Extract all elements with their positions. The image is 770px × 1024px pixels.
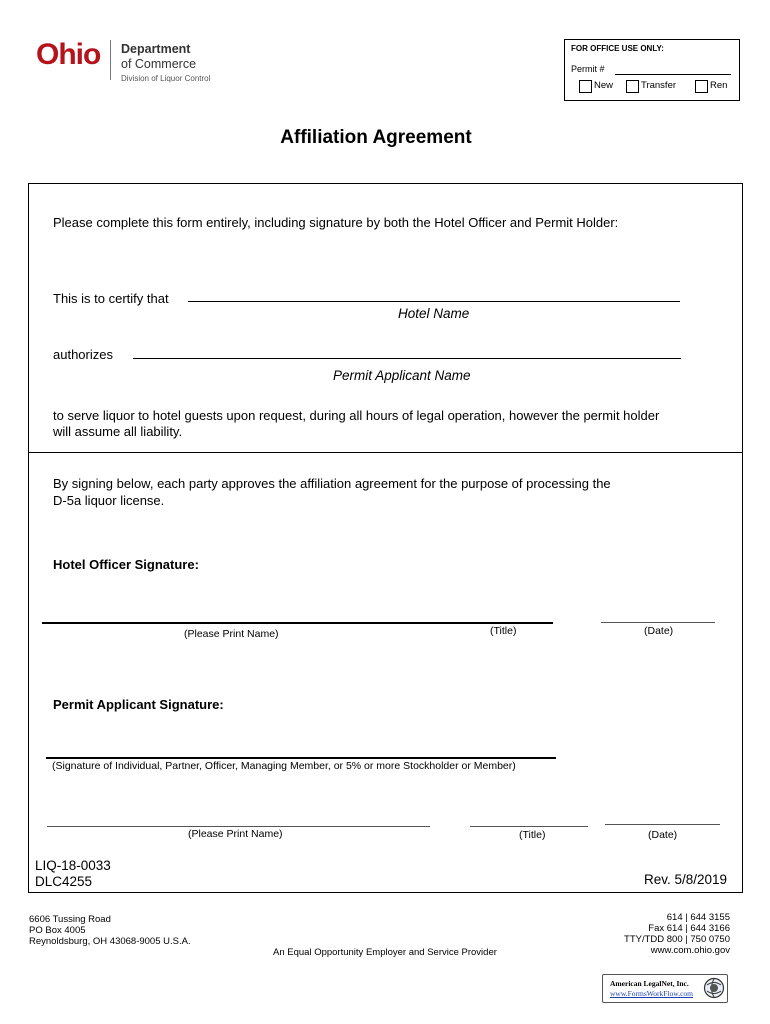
hotel-officer-heading: Hotel Officer Signature: (53, 557, 199, 572)
hotel-officer-name-field[interactable] (42, 616, 553, 624)
approval-line2: D-5a liquor license. (53, 493, 165, 508)
hotel-date-caption: (Date) (644, 625, 674, 637)
permit-number-label: Permit # (571, 64, 605, 74)
applicant-title-field[interactable] (470, 820, 588, 827)
certify-label: This is to certify that (53, 291, 169, 306)
form-codes (35, 858, 111, 890)
brand-url-link[interactable]: www.FormsWorkFlow.com (610, 989, 694, 998)
brand-name: American LegalNet, Inc. (610, 979, 689, 988)
division-name: Division of Liquor Control (121, 74, 211, 83)
applicant-signature-caption: (Signature of Individual, Partner, Officer, Managing Member, or 5% or more Stockholder or Member) (52, 760, 516, 772)
permit-applicant-caption: Permit Applicant Name (333, 368, 471, 383)
applicant-date-caption: (Date) (648, 829, 678, 841)
applicant-print-name-caption: (Please Print Name) (188, 828, 283, 840)
permit-applicant-heading: Permit Applicant Signature: (53, 697, 224, 712)
office-use-title: FOR OFFICE USE ONLY: (571, 44, 664, 53)
transfer-checkbox[interactable] (626, 80, 639, 93)
address-line3: Reynoldsburg, OH 43068-9005 U.S.A. (29, 936, 191, 947)
ohio-logo: Ohio (36, 38, 101, 71)
tty-number: TTY/TDD 800 | 750 0750 (624, 934, 730, 945)
approval-statement (53, 475, 611, 509)
department-line1: Department (121, 42, 191, 56)
department-name (121, 42, 196, 72)
authorizes-label: authorizes (53, 347, 113, 362)
ren-checkbox[interactable] (695, 80, 708, 93)
instructions-text: Please complete this form entirely, including signature by both the Hotel Officer and Permit Holder: (53, 215, 619, 230)
department-line2: of Commerce (121, 57, 197, 71)
hotel-print-name-caption: (Please Print Name) (184, 628, 279, 640)
hotel-title-caption: (Title) (490, 625, 517, 637)
globe-icon (703, 977, 725, 999)
phone-number: 614 | 644 3155 (666, 912, 730, 923)
serve-statement-line2: will assume all liability. (53, 424, 183, 439)
approval-line1: By signing below, each party approves the affiliation agreement for the purpose of processing the (53, 476, 611, 491)
applicant-title-caption: (Title) (519, 829, 546, 841)
form-code-liq: LIQ-18-0033 (35, 858, 111, 873)
hotel-officer-date-field[interactable] (601, 616, 715, 623)
hotel-name-caption: Hotel Name (398, 306, 470, 321)
form-code-dlc: DLC4255 (35, 874, 93, 889)
mailing-address (29, 914, 191, 947)
applicant-date-field[interactable] (605, 818, 720, 825)
serve-statement (53, 408, 659, 440)
serve-statement-line1: to serve liquor to hotel guests upon request, during all hours of legal operation, however the permit holder (53, 408, 660, 423)
new-checkbox-label: New (594, 80, 614, 91)
hotel-name-field[interactable] (188, 292, 680, 302)
equal-opportunity-statement: An Equal Opportunity Employer and Service Provider (273, 947, 497, 958)
logo-divider (110, 40, 111, 80)
address-line2: PO Box 4005 (29, 925, 86, 936)
website-link[interactable]: www.com.ohio.gov (650, 945, 730, 956)
permit-applicant-name-field[interactable] (133, 349, 681, 359)
new-checkbox[interactable] (579, 80, 592, 93)
revision-date: Rev. 5/8/2019 (644, 872, 728, 887)
american-legalnet-badge[interactable] (602, 974, 728, 1003)
office-use-box (564, 39, 740, 101)
applicant-signature-field[interactable] (46, 751, 556, 759)
applicant-print-name-field[interactable] (47, 820, 430, 827)
address-line1: 6606 Tussing Road (29, 914, 111, 925)
section-divider (28, 452, 743, 453)
contact-info (560, 912, 730, 956)
permit-number-field[interactable] (615, 74, 731, 75)
page-title: Affiliation Agreement (280, 127, 472, 148)
form-box (28, 183, 743, 893)
fax-number: Fax 614 | 644 3166 (648, 923, 730, 934)
ren-checkbox-label: Ren (710, 80, 728, 91)
transfer-checkbox-label: Transfer (641, 80, 677, 91)
